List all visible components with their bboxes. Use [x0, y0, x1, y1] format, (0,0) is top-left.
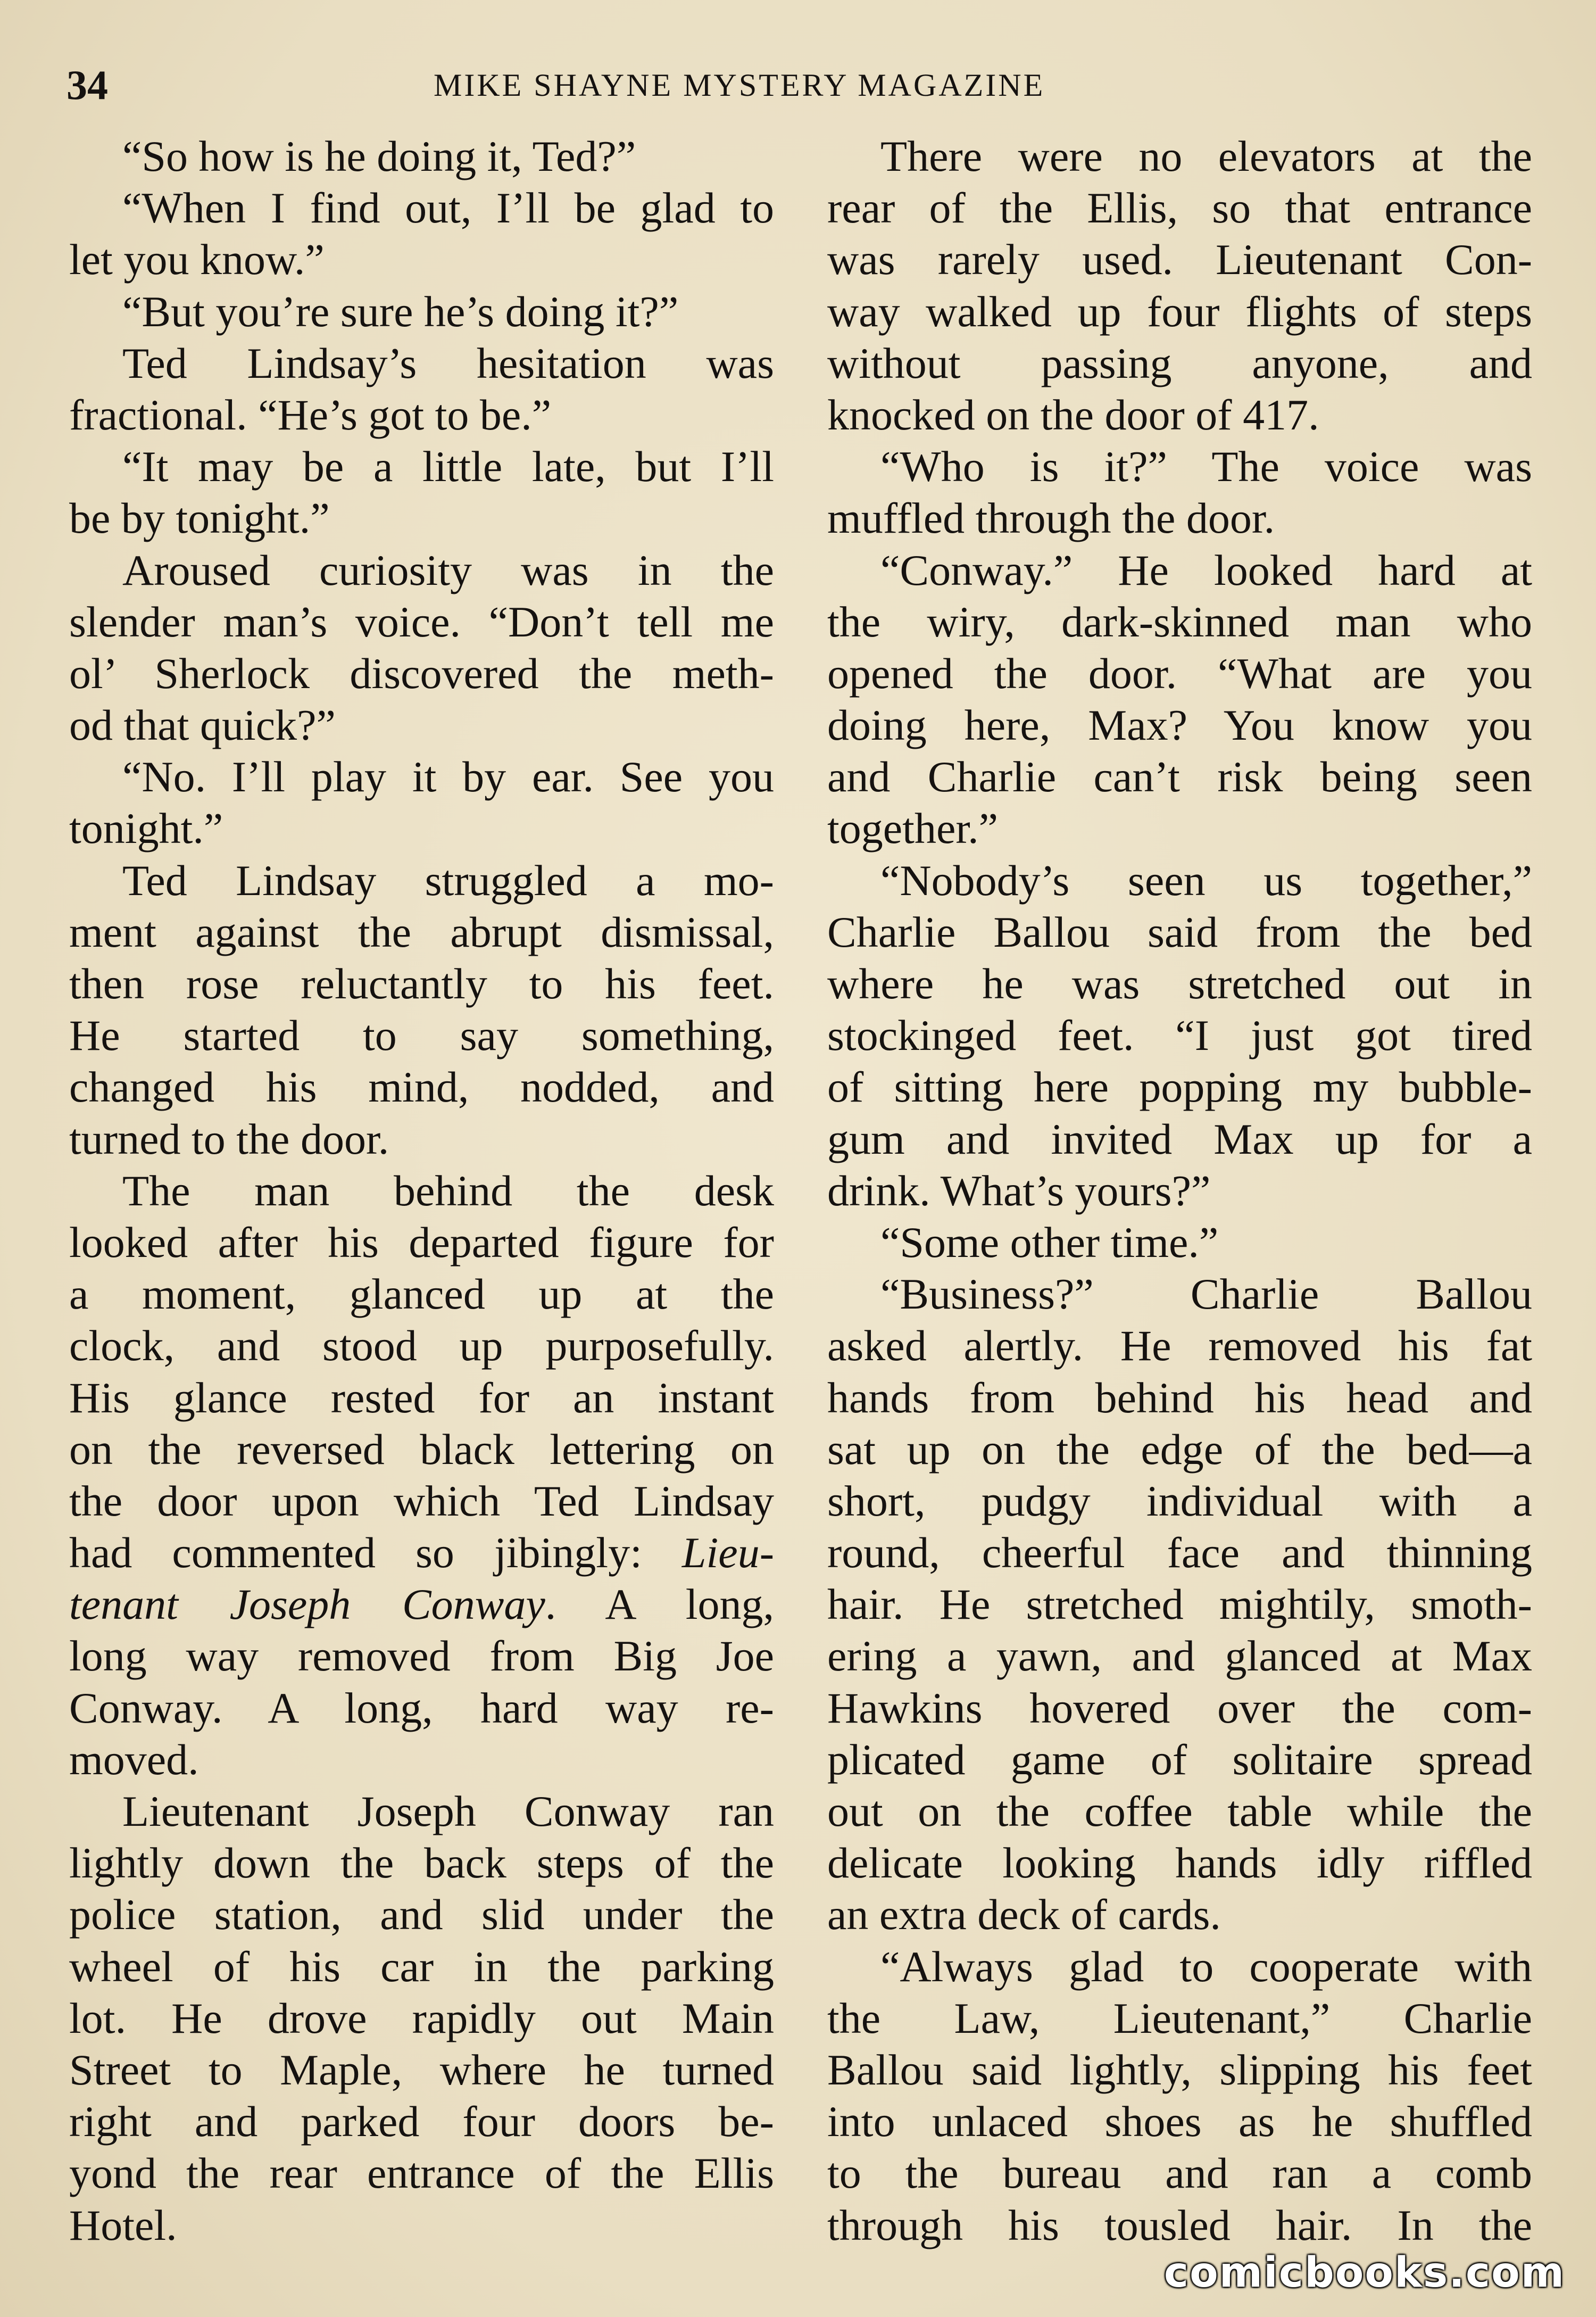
- line-text: hands from behind his head and: [827, 1373, 1532, 1422]
- text-line: [69, 2096, 774, 2147]
- text-line: [827, 751, 1532, 802]
- line-text: through his tousled hair. In the: [827, 2200, 1532, 2249]
- text-line: [827, 648, 1532, 699]
- text-line: [69, 1578, 774, 1630]
- text-line: [827, 855, 1532, 906]
- text-line: [827, 182, 1532, 234]
- text-line: [827, 1320, 1532, 1371]
- watermark-logo: comicbooks.com: [1163, 2249, 1565, 2297]
- text-line: [69, 234, 774, 285]
- text-line: [69, 906, 774, 958]
- line-text: ol’ Sherlock discovered the meth-: [69, 649, 774, 698]
- text-line: [69, 1630, 774, 1682]
- text-line: [69, 1372, 774, 1424]
- text-line: [827, 1734, 1532, 1785]
- text-line: [827, 441, 1532, 492]
- line-text: looked after his departed figure for: [69, 1218, 774, 1267]
- text-line: [69, 182, 774, 234]
- line-text: Street to Maple, where he turned: [69, 2045, 774, 2094]
- line-text: an extra deck of cards.: [827, 1890, 1221, 1939]
- text-line: [827, 2096, 1532, 2147]
- line-text: police station, and slid under the: [69, 1890, 774, 1939]
- italic-text: tenant Joseph Conway: [69, 1580, 545, 1629]
- text-line: [69, 1785, 774, 1837]
- text-line: [827, 1424, 1532, 1475]
- text-line: [827, 1165, 1532, 1217]
- line-text: lightly down the back steps of the: [69, 1839, 774, 1888]
- line-text: changed his mind, nodded, and: [69, 1063, 774, 1112]
- text-line: [69, 1424, 774, 1475]
- text-line: [69, 855, 774, 906]
- line-text: od that quick?”: [69, 701, 336, 750]
- line-text: wheel of his car in the parking: [69, 1942, 774, 1991]
- line-text: and Charlie can’t risk being seen: [827, 752, 1532, 801]
- text-line: [827, 1992, 1532, 2044]
- text-line: [827, 1475, 1532, 1527]
- text-line: [69, 699, 774, 751]
- text-line: [69, 337, 774, 389]
- text-line: [827, 1682, 1532, 1734]
- text-line: [69, 1061, 774, 1113]
- line-text: “Business?” Charlie Ballou: [880, 1270, 1532, 1319]
- text-line: [69, 2044, 774, 2096]
- line-text: “Conway.” He looked hard at: [880, 545, 1532, 594]
- text-line: [827, 2044, 1532, 2096]
- text-line: [69, 596, 774, 648]
- text-line: [827, 1578, 1532, 1630]
- line-text: The man behind the desk: [122, 1166, 774, 1215]
- line-text: gum and invited Max up for a: [827, 1114, 1532, 1163]
- line-text: Ballou said lightly, slipping his feet: [827, 2045, 1532, 2094]
- text-line: [69, 492, 774, 544]
- line-text: to the bureau and ran a comb: [827, 2149, 1532, 2198]
- line-text: “But you’re sure he’s doing it?”: [122, 287, 679, 336]
- line-text: Conway. A long, hard way re-: [69, 1683, 774, 1732]
- line-text: slender man’s voice. “Don’t tell me: [69, 597, 774, 646]
- text-line: [69, 1165, 774, 1217]
- text-line: [69, 958, 774, 1009]
- text-line: [69, 544, 774, 596]
- text-line: [827, 130, 1532, 182]
- text-line: [827, 1837, 1532, 1889]
- line-text: ering a yawn, and glanced at Max: [827, 1632, 1532, 1681]
- page-header: [66, 61, 1514, 109]
- line-text: “When I find out, I’ll be glad to: [122, 184, 774, 233]
- line-text: stockinged feet. “I just got tired: [827, 1011, 1532, 1060]
- line-text: on the reversed black lettering on: [69, 1425, 774, 1474]
- line-text: Hotel.: [69, 2200, 177, 2249]
- text-line: [69, 389, 774, 441]
- text-line: [69, 1320, 774, 1371]
- text-line: [827, 234, 1532, 285]
- text-line: [69, 2147, 774, 2199]
- line-text: “No. I’ll play it by ear. See you: [122, 752, 774, 801]
- line-text: doing here, Max? You know you: [827, 701, 1532, 750]
- line-text: Hawkins hovered over the com-: [827, 1683, 1532, 1732]
- text-line: [827, 286, 1532, 337]
- text-line: [827, 699, 1532, 751]
- text-line: [827, 2147, 1532, 2199]
- line-text: was rarely used. Lieutenant Con-: [827, 235, 1532, 284]
- text-line: [69, 2199, 774, 2251]
- text-line: [69, 286, 774, 337]
- text-line: [827, 1630, 1532, 1682]
- line-text: asked alertly. He removed his fat: [827, 1321, 1532, 1370]
- line-text: . A long,: [545, 1580, 774, 1629]
- line-text: rear of the Ellis, so that entrance: [827, 184, 1532, 233]
- line-text: be by tonight.”: [69, 494, 330, 543]
- running-head: MIKE SHAYNE MYSTERY MAGAZINE: [434, 68, 1045, 103]
- line-text: “So how is he doing it, Ted?”: [122, 132, 636, 180]
- text-line: [827, 1061, 1532, 1113]
- text-line: [69, 1113, 774, 1165]
- line-text: right and parked four doors be-: [69, 2097, 774, 2146]
- line-text: had commented so jibingly:: [69, 1528, 682, 1577]
- line-text: long way removed from Big Joe: [69, 1632, 774, 1681]
- text-line: [827, 1268, 1532, 1320]
- line-text: where he was stretched out in: [827, 959, 1532, 1008]
- text-line: [69, 751, 774, 802]
- text-line: [827, 337, 1532, 389]
- line-text: lot. He drove rapidly out Main: [69, 1993, 774, 2042]
- text-line: [69, 441, 774, 492]
- line-text: sat up on the edge of the bed—a: [827, 1425, 1532, 1474]
- line-text: hair. He stretched mightily, smoth-: [827, 1580, 1532, 1629]
- text-line: [69, 1527, 774, 1578]
- page-number: 34: [66, 62, 108, 108]
- line-text: yond the rear entrance of the Ellis: [69, 2149, 774, 2198]
- line-text: the Law, Lieutenant,” Charlie: [827, 1993, 1532, 2042]
- line-text: turned to the door.: [69, 1114, 389, 1163]
- text-line: [69, 1009, 774, 1061]
- text-line: [69, 1475, 774, 1527]
- text-line: [69, 1682, 774, 1734]
- line-text: His glance rested for an instant: [69, 1373, 774, 1422]
- text-line: [69, 648, 774, 699]
- text-line: [827, 802, 1532, 854]
- line-text: without passing anyone, and: [827, 338, 1532, 387]
- line-text: round, cheerful face and thinning: [827, 1528, 1532, 1577]
- line-text: “Always glad to cooperate with: [880, 1942, 1532, 1991]
- line-text: Aroused curiosity was in the: [122, 545, 774, 594]
- text-line: [69, 1734, 774, 1785]
- text-line: [69, 1217, 774, 1268]
- text-line: [827, 596, 1532, 648]
- line-text: together.”: [827, 804, 999, 853]
- line-text: then rose reluctantly to his feet.: [69, 959, 774, 1008]
- text-line: [827, 1372, 1532, 1424]
- line-text: Lieutenant Joseph Conway ran: [122, 1787, 774, 1835]
- text-line: [69, 1941, 774, 1992]
- line-text: out on the coffee table while the: [827, 1787, 1532, 1835]
- line-text: ment against the abrupt dismissal,: [69, 907, 774, 956]
- text-line: [827, 389, 1532, 441]
- line-text: plicated game of solitaire spread: [827, 1735, 1532, 1784]
- text-line: [69, 1992, 774, 2044]
- line-text: a moment, glanced up at the: [69, 1270, 774, 1319]
- line-text: fractional. “He’s got to be.”: [69, 390, 552, 439]
- line-text: Charlie Ballou said from the bed: [827, 907, 1532, 956]
- line-text: delicate looking hands idly riffled: [827, 1839, 1532, 1888]
- text-line: [827, 906, 1532, 958]
- line-text: “Some other time.”: [880, 1218, 1219, 1267]
- line-text: drink. What’s yours?”: [827, 1166, 1211, 1215]
- text-line: [827, 1009, 1532, 1061]
- text-line: [827, 1113, 1532, 1165]
- line-text: into unlaced shoes as he shuffled: [827, 2097, 1532, 2146]
- line-text: Ted Lindsay struggled a mo-: [122, 856, 774, 905]
- line-text: the door upon which Ted Lindsay: [69, 1476, 774, 1525]
- line-text: short, pudgy individual with a: [827, 1476, 1532, 1525]
- text-line: [827, 1889, 1532, 1940]
- right-text-column: [827, 130, 1532, 2251]
- line-text: let you know.”: [69, 235, 325, 284]
- line-text: clock, and stood up purposefully.: [69, 1321, 774, 1370]
- text-line: [827, 1527, 1532, 1578]
- text-line: [69, 1889, 774, 1940]
- italic-text: Lieu-: [681, 1528, 774, 1577]
- text-line: [827, 1785, 1532, 1837]
- line-text: moved.: [69, 1735, 199, 1784]
- line-text: Ted Lindsay’s hesitation was: [122, 338, 774, 387]
- text-line: [69, 1837, 774, 1889]
- line-text: “Nobody’s seen us together,”: [880, 856, 1532, 905]
- line-text: the wiry, dark-skinned man who: [827, 597, 1532, 646]
- line-text: He started to say something,: [69, 1011, 774, 1060]
- text-line: [69, 802, 774, 854]
- line-text: tonight.”: [69, 804, 223, 853]
- text-line: [827, 958, 1532, 1009]
- text-line: [827, 1941, 1532, 1992]
- line-text: knocked on the door of 417.: [827, 390, 1319, 439]
- text-line: [69, 130, 774, 182]
- line-text: “Who is it?” The voice was: [880, 442, 1532, 491]
- text-line: [827, 2199, 1532, 2251]
- line-text: way walked up four flights of steps: [827, 287, 1532, 336]
- line-text: of sitting here popping my bubble-: [827, 1063, 1532, 1112]
- text-line: [827, 492, 1532, 544]
- line-text: There were no elevators at the: [880, 132, 1532, 180]
- left-text-column: [69, 130, 774, 2251]
- line-text: opened the door. “What are you: [827, 649, 1532, 698]
- text-line: [69, 1268, 774, 1320]
- line-text: muffled through the door.: [827, 494, 1275, 543]
- text-line: [827, 544, 1532, 596]
- line-text: “It may be a little late, but I’ll: [122, 442, 774, 491]
- text-line: [827, 1217, 1532, 1268]
